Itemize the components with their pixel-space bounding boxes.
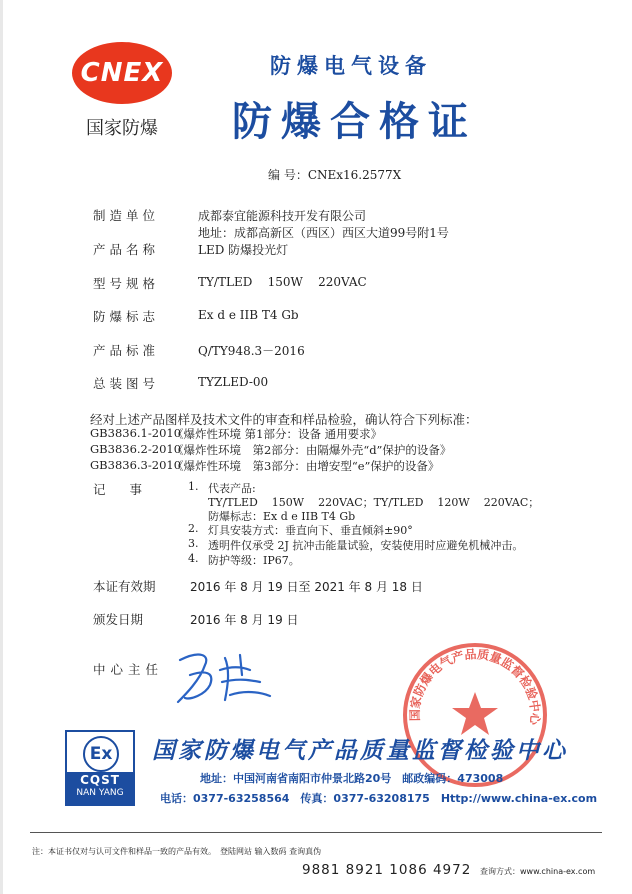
ex-mark-value: Ex d e IIB T4 Gb [198,308,299,322]
note-line: 透明件仅承受 2J 抗冲击能量试验，安装使用时应避免机械冲击。 [208,539,524,552]
director-label: 中心主任 [93,662,164,677]
model-label: 型号规格 [93,276,160,291]
manufacturer-label: 制造单位 [93,208,160,223]
query-info: 查询方式：www.china-ex.com [480,867,596,876]
organization-contact: 电话：0377-63258564 传真：0377-63208175 Http://www.china-ex.com [160,792,598,805]
cnex-logo [72,42,172,140]
organization-name: 国家防爆电气产品质量监督检验中心 [152,737,568,764]
standard-code: GB3836.3-2010 [90,458,182,472]
certificate-number: 编 号：CNEx16.2577X [268,168,402,182]
note-number: 3. [188,537,199,550]
manufacturer-address: 地址：成都高新区（西区）西区大道99号附1号 [198,226,449,240]
model-value: TY/TLED 150W 220VAC [198,275,367,289]
validity-label: 本证有效期 [93,579,156,594]
note-line: TY/TLED 150W 220VAC；TY/TLED 120W 220VAC； [208,496,540,509]
standard-code: GB3836.1-2010 [90,426,182,440]
ex-mark: Ex [83,736,119,772]
ex-cqst: CQST [80,773,120,787]
product-name-label: 产品名称 [93,242,160,257]
note-number: 1. [188,480,199,493]
note-line: 防爆标志：Ex d e IIB T4 Gb [208,510,356,523]
product-name-value: LED 防爆投光灯 [198,243,289,257]
standard-desc: 《爆炸性环境 第1部分：设备 通用要求》 [172,427,383,441]
standard-label: 产品标准 [93,343,160,358]
footer-note: 注：本证书仅对与认可文件和样品一致的产品有效。 登陆网站 输入数码 查询真伪 [32,847,322,856]
logo-text: CNEX [80,58,164,88]
note-line: 灯具安装方式：垂直向下、垂直倾斜±90° [208,524,413,537]
stamp-text: 国家防爆电气产品质量监督检验中心 [407,647,543,726]
standard-code: GB3836.2-2010 [90,442,182,456]
standard-desc: 《爆炸性环境 第2部分：由隔爆外壳“d”保护的设备》 [172,443,452,457]
organization-address: 地址：中国河南省南阳市仲景北路20号 邮政编码：473008 [200,772,504,785]
official-stamp [400,640,550,790]
note-number: 2. [188,522,199,535]
note-number: 4. [188,552,199,565]
drawing-label: 总装图号 [93,376,160,391]
title-small: 防爆电气设备 [270,54,432,78]
footer-divider [30,832,602,833]
ex-logo [65,730,135,806]
logo-subtitle: 国家防爆 [86,118,158,139]
standard-desc: 《爆炸性环境 第3部分：由增安型“e”保护的设备》 [172,459,440,473]
drawing-value: TYZLED-00 [198,375,269,389]
standard-value: Q/TY948.3－2016 [198,344,305,358]
conformity-statement: 经对上述产品图样及技术文件的审查和样品检验，确认符合下列标准： [90,412,478,427]
note-line: 防护等级：IP67。 [208,554,300,567]
title-big: 防爆合格证 [232,99,477,145]
notes-label: 记 事 [93,482,152,497]
ex-city: NAN YANG [76,788,124,798]
manufacturer-value: 成都泰宜能源科技开发有限公司 [198,209,367,223]
validity-value: 2016 年 8 月 19 日至 2021 年 8 月 18 日 [190,580,423,594]
verification-code: 9881 8921 1086 4972 [302,862,472,878]
director-signature [170,640,280,715]
issue-date-label: 颁发日期 [93,612,144,627]
note-line: 代表产品: [208,482,256,495]
ex-mark-label: 防爆标志 [93,309,160,324]
page-edge [0,0,3,894]
issue-date-value: 2016 年 8 月 19 日 [190,613,299,627]
